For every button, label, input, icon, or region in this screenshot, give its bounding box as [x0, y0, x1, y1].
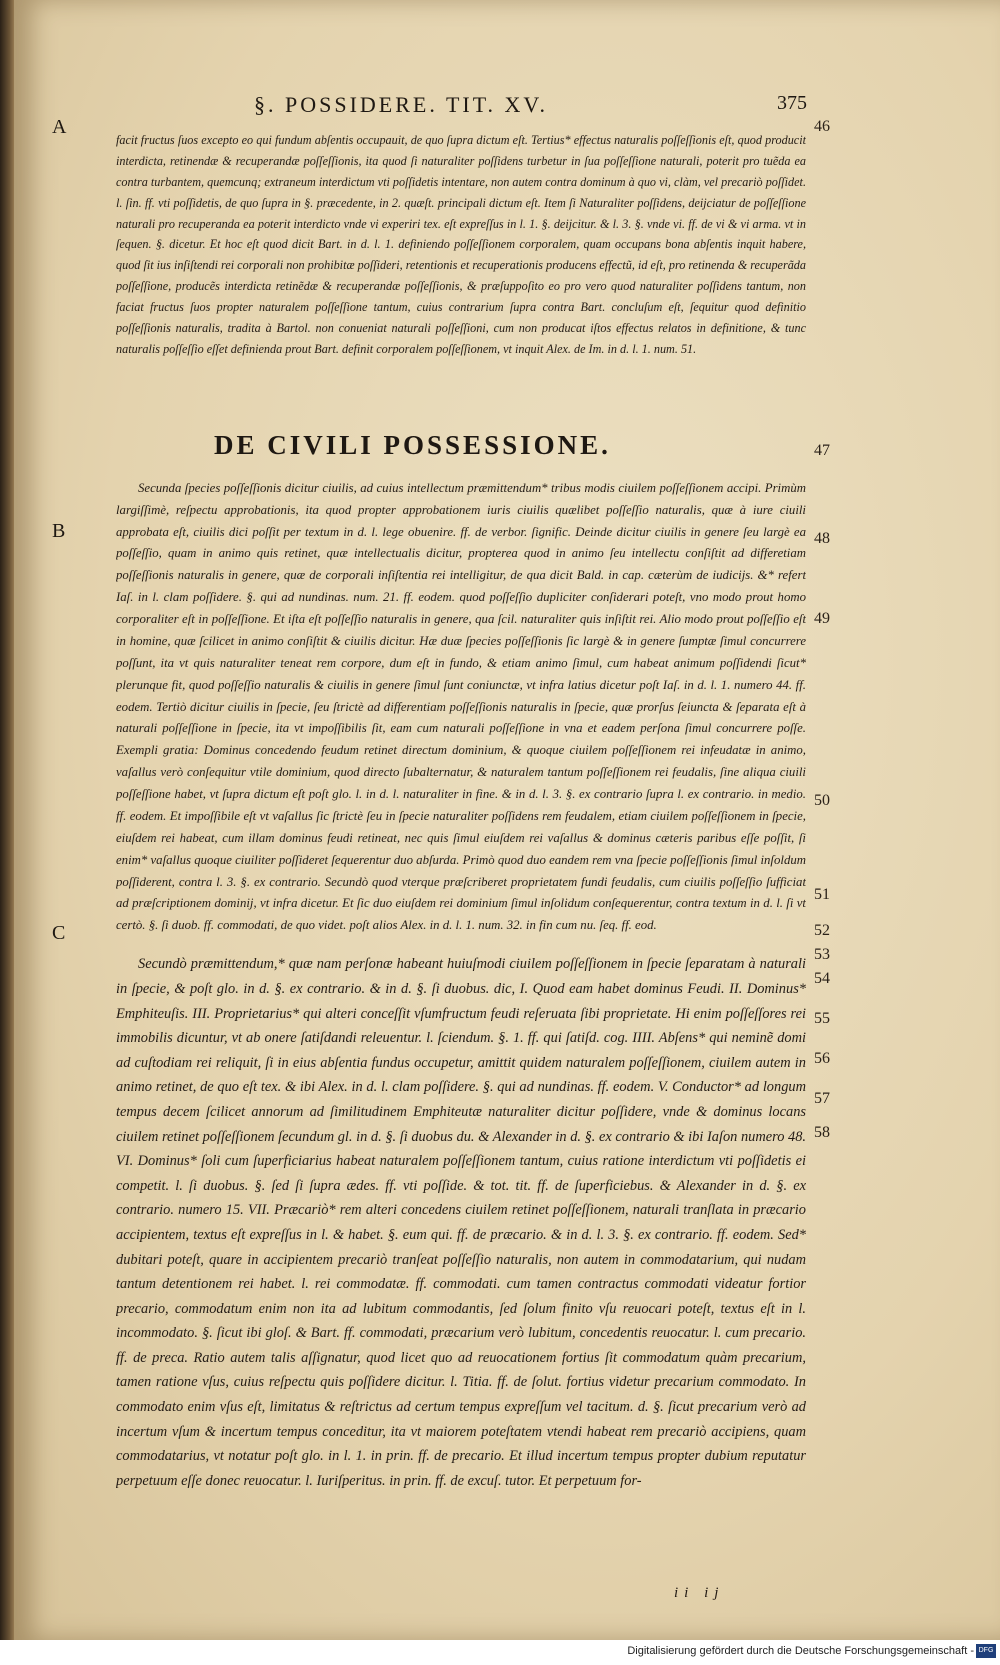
margin-number-46: 46	[814, 118, 830, 135]
margin-number-49: 49	[814, 610, 830, 627]
paragraph-2: Secunda ſpecies poſſeſſionis dicitur ciuilis, ad cuius intellectum præmittendum* tribus modis ciuilem poſſeſſionem accipi. Primùm largiſſimè, reſpectu approbationis, ita quod propter approbationem iuris ciuilis quælibet poſſeſſio naturalis, quæ à iure ciuili approbata eſt, ciuilis dici poſſit per textum in d. l. lege obuenire. ff. de verbor. ſignific. Deinde dicitur ciuilis in genere ſeu largè ea poſſeſſio, quam in animo quis retinet, quæ intellectualis dicitur, propterea quod in animo ſeu intellectu conſiſtit ad differetiam poſſeſſionis naturalis in genere, quæ de corporali inſiſtentia rei intelligitur, de qua dicit Bald. in cap. cæterùm de iudicijs. &* refert Iaſ. in l. clam poſſidere. §. qui ad nundinas. num. 21. ff. eodem. quod poſſeſſio dupliciter conſiderari poteſt, vno modo prout homo corporaliter eſt in poſſeſſione. Et iſta eſt poſſeſſio naturalis in genere, qua ſcil. naturaliter quis inſiſtit rei. Alio modo prout poſſeſſio eſt in homine, quæ ſcilicet in animo conſiſtit & ciuilis dicitur. Hæ duæ ſpecies poſſeſſionis ſic largè & in genere ſumptæ ſimul concurrere poſſunt, ita vt quis naturaliter teneat rem corpore, dum eſt in fundo, & etiam animo ſimul, cum habeat animum poſſidendi ſicut* plerunque fit, quod poſſeſſio naturalis & ciuilis in genere ſimul ſunt coniunctæ, vt infra latius dicetur poſt Iaſ. in d. l. 1. numero 44. ff. eodem. Tertiò dicitur ciuilis in ſpecie, ſeu ſtrictè ad differentiam poſſeſſionis naturalis in ſpecie, quæ prorſus ſeiuncta & ſeparata eſt à naturali poſſeſſione in ſpecie, ita vt impoſſibilis ſit, eam cum naturali poſſeſſione in vna et eadem perſona ſimul concurrere poſſe. Exempli gratia: Dominus concedendo feudum retinet directum dominium, & quoque ciuilem poſſeſſionem rei infeudatæ in animo, vaſallus verò conſequitur vtile dominium, quod directo ſubalternatur, & naturalem tantum poſſeſſionem rei feudalis, ſine aliqua ciuili poſſeſſione habet, vt ſupra dictum eſt poſt glo. l. in d. l. naturaliter in fine. & in d. l. 3. §. ex contrario ſupra l. ex contrario. in medio. ff. eodem. Et impoſſibile eſt vt vaſallus ſic ſtrictè ſeu in ſpecie naturaliter poſſidens rem feudalem, etiam ciuilem poſſeſſionem in ſpecie, eiuſdem rei habeat, cum illam dominus feudi retineat, nec quis ſimul eiuſdem rei vaſallus & dominus cæteris paribus eſſe poſſit, ſi enim* vaſallus quoque ciuiliter poſſideret ſequerentur duo abſurda. Primò quod duo eandem rem vna ſpecie poſſeſſionis ſimul inſoldum poſſiderent, contra l. 3. §. ex contrario. Secundò quod vterque præſcriberet proprietatem fundi feudalis, cum ciuilis poſſeſſio ſufficiat ad præſcriptionem dominij, vt infra dicetur. Et ſic duo eiuſdem rei dominium ſimul inſolidum conſequerentur, contra textum in d. l. ſi vt certò. §. ſi duob. ff. commodati, de quo videt. poſt alios Alex. in d. l. 1. num. 32. in fin cum nu. ſeq. ff. eod.	[116, 480, 806, 933]
paragraph-3: Secundò præmittendum,* quæ nam perſonæ habeant huiuſmodi ciuilem poſſeſſionem in ſpecie ſeparatam à naturali in ſpecie, & poſt glo. in d. §. ex contrario. & in d. §. ſi duobus. dic, I. Quod eam habet dominus Feudi. II. Dominus* Emphiteuſis. III. Proprietarius* qui alteri conceſſit vſumfructum feudi reſeruata ſibi proprietate. Hi enim poſſeſſores rei immobilis dicuntur, vt ab onere ſatiſdandi releuentur. l. ſciendum. §. 1. ff. qui ſatiſd. cog. IIII. Abſens* qui neminẽ domi ad cuſtodiam rei reliquit, ſi in eius abſentia fundus occupetur, amittit quidem naturalem poſſeſſionem, ciuilem autem in animo retinet, de quo eſt tex. & ibi Alex. in d. l. clam poſſidere. §. qui ad nundinas. ff. eodem. V. Conductor* ad longum tempus decem ſcilicet annorum ad ſimilitudinem Emphiteutæ naturaliter dicitur poſſidere, vnde & dominus locans ciuilem retinet poſſeſſionem ſecundum gl. in d. §. ſi duobus du. & Alexander in d. §. ex contrario & ibi Iaſon numero 48. VI. Dominus* ſoli cum ſuperficiarius habeat naturalem poſſeſſionem tantum, cuius ratione interdictum vti poſſidetis ei competit. l. ſi duobus. §. ſed ſi ſupra ædes. ff. vti poſſide. & tot. tit. ff. de ſuperficiebus. & Alexander in d. §. ex contrario. numero 15. VII. Præcariò* rem alteri concedens ciuilem retinet poſſeſſionem, naturali tranſlata in præcario accipientem, textus eſt expreſſus in l. & habet. §. eum qui. ff. de præcario. & in d. l. 3. §. ex contrario. ff. eodem. Sed* dubitari poteſt, quare in accipientem precariò tranſeat poſſeſſio naturalis, non autem in commodatarium, qui nudam tantum detentionem rei habet. l. rei commodatæ. ff. commodati. cum tamen contractus commodati videatur fortior precario, commodatum enim non ita ad lubitum commodantis, ſed ſolum finito vſu reuocari poteſt, textus eſt in l. incommodato. §. ſicut ibi gloſ. & Bart. ff. commodati, præcarium verò lubitum, concedentis reuocatur. l. cum precario. ff. de preca. Ratio autem talis aſſignatur, quod licet quo ad reuocationem fortius ſit commodatum quàm precarium, tamen ratione vſus, cuius reſpectu quis poſſidere dicitur. l. Titia. ff. de ſolut. fortius videtur precarium commodato. In commodato enim vſus eſt, limitatus & reſtrictus ad certum tempus expreſſum vel tacitum. d. §. ſicut precarium verò ad incertum vſum & incertum tempus conceditur, ita vt maiorem poteſtatem vtendi habeat rem precariò accipiens, quam commodatarius, vt notatur poſt glo. in l. 1. in prin. ff. de precario. Et illud incertum tempus propter dubium reputatur perpetuum eſſe donec reuocatur. l. Iuriſperitus. in prin. ff. de excuſ. tutor. Et perpetuum for-	[116, 956, 806, 1489]
margin-number-51: 51	[814, 886, 830, 903]
margin-number-56: 56	[814, 1050, 830, 1067]
section-heading: DE CIVILI POSSESSIONE.	[214, 430, 611, 461]
margin-letter-b: B	[52, 520, 66, 542]
margin-number-54: 54	[814, 970, 830, 987]
margin-number-52: 52	[814, 922, 830, 939]
running-head	[14, 92, 1000, 122]
signature-mark: ii ij	[674, 1585, 725, 1601]
margin-number-48: 48	[814, 530, 830, 547]
margin-number-53: 53	[814, 946, 830, 963]
margin-number-58: 58	[814, 1124, 830, 1141]
margin-letter-a: A	[52, 116, 67, 138]
running-head-title: §. POSSIDERE. TIT. XV.	[254, 92, 548, 117]
digitization-footer	[0, 1640, 1000, 1665]
book-page	[14, 0, 1000, 1640]
margin-number-47: 47	[814, 442, 830, 459]
footer-credit: Digitalisierung gefördert durch die Deutsche Forschungsgemeinschaft -	[627, 1645, 974, 1657]
margin-number-57: 57	[814, 1090, 830, 1107]
margin-number-55: 55	[814, 1010, 830, 1027]
paragraph-1: facit fructus ſuos excepto eo qui fundum abſentis occupauit, de quo ſupra dictum eſt. Tertius* effectus naturalis poſſeſſionis eſt, quod producit interdicta, retinendæ & recuperandæ poſſeſſionis, ita quod ſi naturaliter poſſidens turbetur in ſua poſſeſſione naturali, poterit pro tuẽda ea contra turbantem, quemcunq; extraneum interdictum vti poſſidetis intentare, non autem contra dominum à quo vi, clàm, vel precariò poſſidet. l. ſin. ff. vti poſſidetis, de quo ſupra in §. præcedente, in 2. quæſt. principali dictum eſt. Item ſi Naturaliter poſſidens, deijciatur de poſſeſſione naturali pro recuperanda ea poterit interdicto vnde vi experiri tex. eſt expreſſus in l. 1. §. deijcitur. & l. 3. §. vnde vi. ff. de vi & vi arma. vt in ſequen. §. dicetur. Et hoc eſt quod dicit Bart. in d. l. 1. definiendo poſſeſſionem corporalem, quam occupans bona abſentis inquit habere, quod ſit ius inſiſtendi rei corporali non prohibitæ poſſideri, retentionis et recuperationis producens effectũ, id eſt, pro retinenda & recuperãda poſſeſſione, producẽs interdicta retinẽdæ & recuperandæ poſſeſſionis, & præſuppoſito eo pro vero quod naturaliter poſſidens tantum, non faciat fructus ſuos propter naturalem poſſeſſione tantum, cuius contrarium ſupra contra Bart. concluſum eſt, ſequitur quod definitio poſſeſſionis naturalis, tradita à Bartol. non conueniat naturali poſſeſſioni, cum non producat iſtos effectus relatos in definitione, & tunc naturalis poſſeſſio eſſet definienda prout Bart. definit corporalem poſſeſſionem, vt inquit Alex. de Im. in d. l. 1. num. 51.	[116, 133, 806, 356]
margin-letter-c: C	[52, 922, 66, 944]
page-number: 375	[777, 92, 807, 114]
margin-number-50: 50	[814, 792, 830, 809]
dfg-logo-icon: DFG	[976, 1644, 996, 1658]
